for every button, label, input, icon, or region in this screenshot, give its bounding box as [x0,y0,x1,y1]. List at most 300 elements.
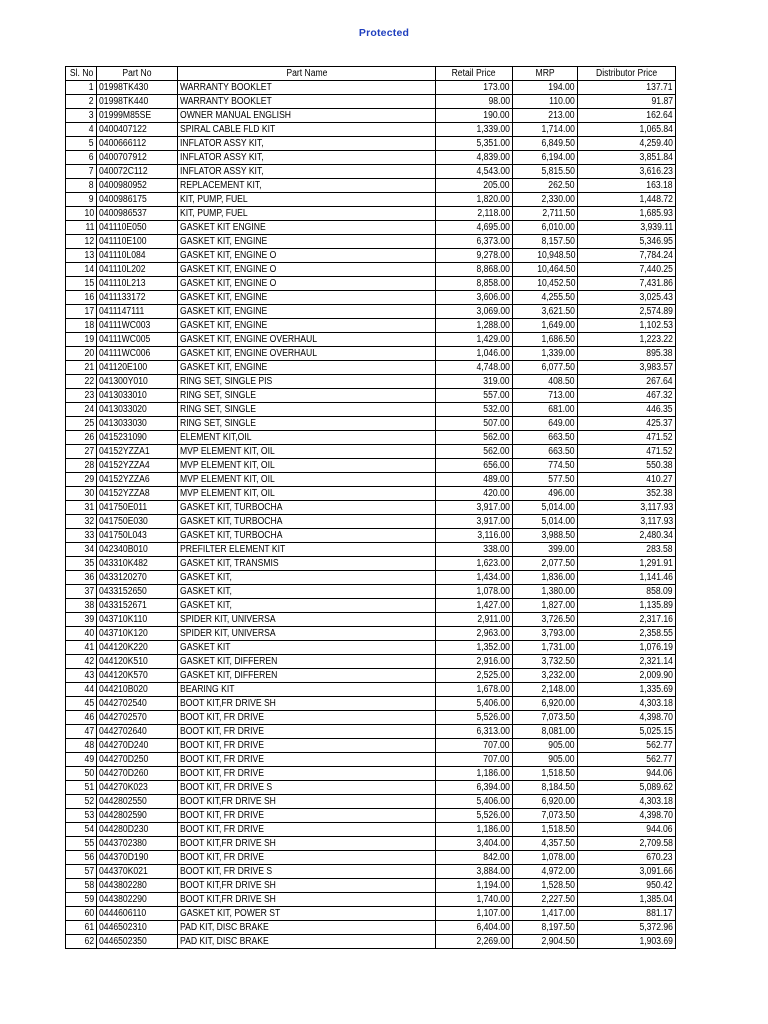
part-no-cell: 0400407122 [97,123,178,137]
part-name-cell: BOOT KIT, FR DRIVE [178,809,436,823]
retail-price-cell: 3,917.00 [436,501,513,515]
mrp-cell: 649.00 [513,417,578,431]
sl-no-cell: 29 [66,473,97,487]
part-no-cell: 043310K482 [97,557,178,571]
sl-no-cell: 30 [66,487,97,501]
part-name-cell: BOOT KIT, FR DRIVE [178,739,436,753]
distributor-price-cell: 1,685.93 [578,207,676,221]
distributor-price-cell: 91.87 [578,95,676,109]
part-no-cell: 043710K110 [97,613,178,627]
part-name-cell: BOOT KIT, FR DRIVE S [178,865,436,879]
distributor-price-cell: 4,303.18 [578,795,676,809]
retail-price-cell: 3,116.00 [436,529,513,543]
distributor-price-cell: 1,291.91 [578,557,676,571]
table-row [66,501,676,515]
sl-no-cell: 52 [66,795,97,809]
sl-no-cell: 41 [66,641,97,655]
mrp-cell: 2,227.50 [513,893,578,907]
part-name-cell: BOOT KIT,FR DRIVE SH [178,879,436,893]
retail-price-cell: 1,623.00 [436,557,513,571]
distributor-price-cell: 2,574.89 [578,305,676,319]
mrp-cell: 5,014.00 [513,501,578,515]
retail-price-cell: 8,868.00 [436,263,513,277]
retail-price-cell: 6,404.00 [436,921,513,935]
mrp-cell: 399.00 [513,543,578,557]
table-row [66,389,676,403]
table-row [66,767,676,781]
retail-price-cell: 842.00 [436,851,513,865]
part-name-cell: SPIRAL CABLE FLD KIT [178,123,436,137]
table-row [66,907,676,921]
retail-price-cell: 656.00 [436,459,513,473]
distributor-price-cell: 1,448.72 [578,193,676,207]
mrp-cell: 110.00 [513,95,578,109]
sl-no-cell: 12 [66,235,97,249]
retail-price-cell: 6,394.00 [436,781,513,795]
table-row [66,221,676,235]
table-row [66,585,676,599]
mrp-cell: 3,621.50 [513,305,578,319]
sl-no-cell: 47 [66,725,97,739]
distributor-price-cell: 1,076.19 [578,641,676,655]
distributor-price-cell: 1,135.89 [578,599,676,613]
part-name-cell: GASKET KIT, ENGINE [178,305,436,319]
distributor-price-cell: 4,259.40 [578,137,676,151]
retail-price-cell: 3,069.00 [436,305,513,319]
distributor-price-cell: 3,117.93 [578,501,676,515]
mrp-cell: 6,849.50 [513,137,578,151]
table-row [66,207,676,221]
part-name-cell: GASKET KIT, ENGINE O [178,277,436,291]
part-name-cell: INFLATOR ASSY KIT, [178,165,436,179]
retail-price-cell: 319.00 [436,375,513,389]
distributor-price-cell: 1,141.46 [578,571,676,585]
sl-no-cell: 56 [66,851,97,865]
table-row [66,823,676,837]
part-name-cell: GASKET KIT, ENGINE [178,291,436,305]
retail-price-cell: 1,186.00 [436,767,513,781]
distributor-price-cell: 1,903.69 [578,935,676,949]
table-row [66,781,676,795]
table-row [66,641,676,655]
mrp-cell: 194.00 [513,81,578,95]
distributor-price-cell: 5,025.15 [578,725,676,739]
part-name-cell: GASKET KIT, ENGINE O [178,249,436,263]
table-row [66,515,676,529]
mrp-cell: 4,357.50 [513,837,578,851]
sl-no-cell: 4 [66,123,97,137]
mrp-cell: 262.50 [513,179,578,193]
part-no-cell: 042340B010 [97,543,178,557]
table-row [66,669,676,683]
part-name-cell: BOOT KIT,FR DRIVE SH [178,697,436,711]
distributor-price-cell: 7,431.86 [578,277,676,291]
mrp-cell: 10,948.50 [513,249,578,263]
part-no-cell: 04152YZZA8 [97,487,178,501]
sl-no-cell: 9 [66,193,97,207]
part-name-cell: KIT, PUMP, FUEL [178,207,436,221]
part-no-cell: 0443702380 [97,837,178,851]
part-no-cell: 0442802550 [97,795,178,809]
distributor-price-cell: 944.06 [578,767,676,781]
distributor-price-cell: 5,346.95 [578,235,676,249]
distributor-price-cell: 471.52 [578,431,676,445]
sl-no-cell: 14 [66,263,97,277]
part-no-cell: 0442802590 [97,809,178,823]
table-row [66,921,676,935]
table-row [66,935,676,949]
distributor-price-cell: 2,358.55 [578,627,676,641]
part-no-cell: 0400707912 [97,151,178,165]
retail-price-cell: 1,078.00 [436,585,513,599]
part-name-cell: RING SET, SINGLE [178,403,436,417]
distributor-price-cell: 562.77 [578,739,676,753]
table-row [66,809,676,823]
table-row [66,249,676,263]
sl-no-cell: 28 [66,459,97,473]
retail-price-cell: 9,278.00 [436,249,513,263]
mrp-cell: 1,518.50 [513,767,578,781]
mrp-cell: 6,920.00 [513,697,578,711]
mrp-cell: 577.50 [513,473,578,487]
retail-price-cell: 1,352.00 [436,641,513,655]
retail-price-cell: 489.00 [436,473,513,487]
sl-no-cell: 33 [66,529,97,543]
table-body [66,81,676,949]
sl-no-cell: 7 [66,165,97,179]
part-no-cell: 041110E050 [97,221,178,235]
part-no-cell: 0413033030 [97,417,178,431]
sl-no-cell: 44 [66,683,97,697]
mrp-cell: 681.00 [513,403,578,417]
sl-no-cell: 13 [66,249,97,263]
part-no-cell: 0411133172 [97,291,178,305]
sl-no-cell: 17 [66,305,97,319]
part-no-cell: 01998TK430 [97,81,178,95]
retail-price-cell: 2,269.00 [436,935,513,949]
part-name-cell: INFLATOR ASSY KIT, [178,137,436,151]
retail-price-cell: 1,820.00 [436,193,513,207]
table-row [66,417,676,431]
part-name-cell: GASKET KIT, TURBOCHA [178,529,436,543]
mrp-cell: 2,711.50 [513,207,578,221]
sl-no-cell: 35 [66,557,97,571]
sl-no-cell: 26 [66,431,97,445]
table-row [66,431,676,445]
mrp-cell: 3,793.00 [513,627,578,641]
mrp-cell: 496.00 [513,487,578,501]
sl-no-cell: 61 [66,921,97,935]
table-row [66,893,676,907]
sl-no-cell: 53 [66,809,97,823]
part-name-cell: GASKET KIT [178,641,436,655]
part-name-cell: GASKET KIT, TURBOCHA [178,515,436,529]
table-row [66,739,676,753]
retail-price-cell: 3,404.00 [436,837,513,851]
sl-no-cell: 22 [66,375,97,389]
retail-price-cell: 2,911.00 [436,613,513,627]
retail-price-cell: 4,839.00 [436,151,513,165]
part-name-cell: MVP ELEMENT KIT, OIL [178,487,436,501]
distributor-price-cell: 1,102.53 [578,319,676,333]
distributor-price-cell: 2,009.90 [578,669,676,683]
sl-no-cell: 2 [66,95,97,109]
part-no-cell: 04111WC006 [97,347,178,361]
retail-price-cell: 5,526.00 [436,711,513,725]
part-no-cell: 044270D240 [97,739,178,753]
sl-no-cell: 23 [66,389,97,403]
part-no-cell: 040072C112 [97,165,178,179]
table-row [66,137,676,151]
table-row [66,697,676,711]
part-name-cell: WARRANTY BOOKLET [178,81,436,95]
sl-no-cell: 27 [66,445,97,459]
retail-price-cell: 8,858.00 [436,277,513,291]
retail-price-cell: 1,186.00 [436,823,513,837]
part-name-cell: REPLACEMENT KIT, [178,179,436,193]
part-name-cell: GASKET KIT, ENGINE [178,235,436,249]
retail-price-cell: 507.00 [436,417,513,431]
part-no-cell: 0433152650 [97,585,178,599]
part-name-cell: BOOT KIT, FR DRIVE [178,753,436,767]
distributor-price-cell: 4,398.70 [578,711,676,725]
sl-no-cell: 8 [66,179,97,193]
sl-no-cell: 36 [66,571,97,585]
part-name-cell: SPIDER KIT, UNIVERSA [178,613,436,627]
retail-price-cell: 1,107.00 [436,907,513,921]
distributor-price-cell: 3,983.57 [578,361,676,375]
part-name-cell: GASKET KIT, ENGINE [178,319,436,333]
sl-no-cell: 51 [66,781,97,795]
part-name-cell: GASKET KIT, ENGINE O [178,263,436,277]
retail-price-cell: 1,194.00 [436,879,513,893]
part-no-cell: 0446502350 [97,935,178,949]
table-row [66,543,676,557]
retail-price-cell: 2,118.00 [436,207,513,221]
part-name-cell: WARRANTY BOOKLET [178,95,436,109]
retail-price-cell: 1,427.00 [436,599,513,613]
distributor-price-cell: 1,065.84 [578,123,676,137]
part-no-cell: 0443802280 [97,879,178,893]
part-name-cell: GASKET KIT ENGINE [178,221,436,235]
sl-no-cell: 37 [66,585,97,599]
retail-price-cell: 338.00 [436,543,513,557]
sl-no-cell: 46 [66,711,97,725]
part-no-cell: 041110L213 [97,277,178,291]
retail-price-cell: 3,884.00 [436,865,513,879]
column-header-part-no: Part No [97,67,178,81]
mrp-cell: 6,920.00 [513,795,578,809]
part-no-cell: 0400986175 [97,193,178,207]
sl-no-cell: 24 [66,403,97,417]
part-name-cell: SPIDER KIT, UNIVERSA [178,627,436,641]
table-row [66,109,676,123]
part-no-cell: 01998TK440 [97,95,178,109]
part-name-cell: BOOT KIT,FR DRIVE SH [178,795,436,809]
part-name-cell: ELEMENT KIT,OIL [178,431,436,445]
column-header-sl-no: Sl. No [66,67,97,81]
table-row [66,179,676,193]
sl-no-cell: 49 [66,753,97,767]
sl-no-cell: 40 [66,627,97,641]
part-no-cell: 041110L202 [97,263,178,277]
part-no-cell: 04111WC005 [97,333,178,347]
retail-price-cell: 1,046.00 [436,347,513,361]
distributor-price-cell: 162.64 [578,109,676,123]
sl-no-cell: 39 [66,613,97,627]
retail-price-cell: 1,434.00 [436,571,513,585]
distributor-price-cell: 4,303.18 [578,697,676,711]
retail-price-cell: 557.00 [436,389,513,403]
mrp-cell: 8,197.50 [513,921,578,935]
mrp-cell: 663.50 [513,445,578,459]
mrp-cell: 6,010.00 [513,221,578,235]
mrp-cell: 774.50 [513,459,578,473]
distributor-price-cell: 881.17 [578,907,676,921]
table-row [66,277,676,291]
protected-label: Protected [358,27,410,39]
distributor-price-cell: 425.37 [578,417,676,431]
distributor-price-cell: 2,321.14 [578,655,676,669]
table-row [66,445,676,459]
distributor-price-cell: 3,091.66 [578,865,676,879]
sl-no-cell: 34 [66,543,97,557]
sl-no-cell: 19 [66,333,97,347]
sl-no-cell: 55 [66,837,97,851]
mrp-cell: 213.00 [513,109,578,123]
table-row [66,473,676,487]
retail-price-cell: 707.00 [436,753,513,767]
mrp-cell: 1,528.50 [513,879,578,893]
part-no-cell: 044210B020 [97,683,178,697]
table-row [66,81,676,95]
sl-no-cell: 50 [66,767,97,781]
retail-price-cell: 562.00 [436,431,513,445]
part-name-cell: RING SET, SINGLE PIS [178,375,436,389]
part-no-cell: 041300Y010 [97,375,178,389]
column-header-mrp: MRP [513,67,578,81]
parts-price-table [65,66,676,949]
mrp-cell: 1,686.50 [513,333,578,347]
part-no-cell: 041110L084 [97,249,178,263]
part-no-cell: 0411147111 [97,305,178,319]
sl-no-cell: 60 [66,907,97,921]
retail-price-cell: 1,678.00 [436,683,513,697]
distributor-price-cell: 3,939.11 [578,221,676,235]
retail-price-cell: 6,373.00 [436,235,513,249]
distributor-price-cell: 3,117.93 [578,515,676,529]
retail-price-cell: 5,406.00 [436,697,513,711]
part-name-cell: BOOT KIT, FR DRIVE [178,851,436,865]
sl-no-cell: 31 [66,501,97,515]
mrp-cell: 1,380.00 [513,585,578,599]
mrp-cell: 8,157.50 [513,235,578,249]
part-no-cell: 0400986537 [97,207,178,221]
retail-price-cell: 420.00 [436,487,513,501]
distributor-price-cell: 2,317.16 [578,613,676,627]
part-no-cell: 0442702570 [97,711,178,725]
retail-price-cell: 1,429.00 [436,333,513,347]
retail-price-cell: 1,288.00 [436,319,513,333]
sl-no-cell: 57 [66,865,97,879]
distributor-price-cell: 1,385.04 [578,893,676,907]
table-row [66,193,676,207]
part-no-cell: 044270D250 [97,753,178,767]
sl-no-cell: 10 [66,207,97,221]
part-name-cell: GASKET KIT, TRANSMIS [178,557,436,571]
table-row [66,375,676,389]
sl-no-cell: 15 [66,277,97,291]
part-no-cell: 01999M85SE [97,109,178,123]
distributor-price-cell: 950.42 [578,879,676,893]
sl-no-cell: 58 [66,879,97,893]
mrp-cell: 1,836.00 [513,571,578,585]
mrp-cell: 408.50 [513,375,578,389]
part-name-cell: INFLATOR ASSY KIT, [178,151,436,165]
sl-no-cell: 59 [66,893,97,907]
mrp-cell: 10,452.50 [513,277,578,291]
mrp-cell: 8,184.50 [513,781,578,795]
table-row [66,123,676,137]
part-no-cell: 0413033010 [97,389,178,403]
mrp-cell: 4,972.00 [513,865,578,879]
part-no-cell: 0433120270 [97,571,178,585]
part-name-cell: KIT, PUMP, FUEL [178,193,436,207]
table-row [66,291,676,305]
mrp-cell: 2,077.50 [513,557,578,571]
distributor-price-cell: 3,616.23 [578,165,676,179]
sl-no-cell: 25 [66,417,97,431]
table-row [66,403,676,417]
table-row [66,529,676,543]
retail-price-cell: 3,606.00 [436,291,513,305]
distributor-price-cell: 1,223.22 [578,333,676,347]
part-name-cell: GASKET KIT, POWER ST [178,907,436,921]
mrp-cell: 5,014.00 [513,515,578,529]
retail-price-cell: 190.00 [436,109,513,123]
mrp-cell: 1,731.00 [513,641,578,655]
table-header-row [66,67,676,81]
retail-price-cell: 562.00 [436,445,513,459]
part-name-cell: GASKET KIT, ENGINE [178,361,436,375]
part-name-cell: PAD KIT, DISC BRAKE [178,921,436,935]
part-name-cell: MVP ELEMENT KIT, OIL [178,473,436,487]
part-name-cell: RING SET, SINGLE [178,417,436,431]
part-no-cell: 0442702640 [97,725,178,739]
part-no-cell: 04111WC003 [97,319,178,333]
table-row [66,795,676,809]
part-name-cell: MVP ELEMENT KIT, OIL [178,459,436,473]
column-header-retail-price: Retail Price [436,67,513,81]
part-no-cell: 0400666112 [97,137,178,151]
distributor-price-cell: 944.06 [578,823,676,837]
part-no-cell: 0444606110 [97,907,178,921]
table-row [66,305,676,319]
part-name-cell: GASKET KIT, ENGINE OVERHAUL [178,333,436,347]
part-name-cell: OWNER MANUAL ENGLISH [178,109,436,123]
table-row [66,263,676,277]
part-name-cell: BEARING KIT [178,683,436,697]
retail-price-cell: 1,339.00 [436,123,513,137]
sl-no-cell: 42 [66,655,97,669]
sl-no-cell: 1 [66,81,97,95]
distributor-price-cell: 858.09 [578,585,676,599]
distributor-price-cell: 7,784.24 [578,249,676,263]
sl-no-cell: 45 [66,697,97,711]
mrp-cell: 7,073.50 [513,809,578,823]
table-row [66,865,676,879]
part-no-cell: 044120K510 [97,655,178,669]
